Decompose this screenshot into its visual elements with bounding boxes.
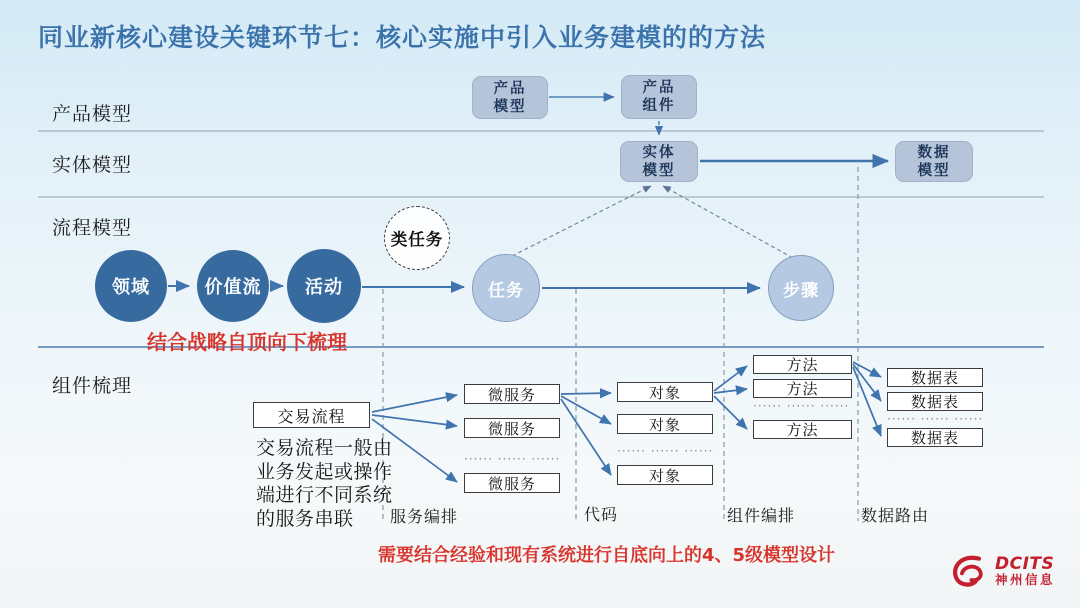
row-label-process-model: 流程模型 bbox=[52, 217, 133, 239]
box-object-3: 对象 bbox=[617, 465, 713, 485]
box-method-2: 方法 bbox=[753, 379, 852, 398]
dcits-logo-text bbox=[995, 553, 1056, 588]
box-product-component: 产品 组件 bbox=[621, 75, 697, 119]
circle-valuestream: 价值流 bbox=[197, 250, 269, 322]
box-datatable-1: 数据表 bbox=[887, 368, 983, 387]
circle-activity: 活动 bbox=[287, 249, 361, 323]
box-datatable-2: 数据表 bbox=[887, 392, 983, 411]
ellipsis-datatable: ······ ······ ······ bbox=[887, 412, 984, 426]
box-microservice-2: 微服务 bbox=[464, 418, 560, 438]
box-entity-model: 实体 模型 bbox=[620, 141, 698, 182]
footer-component-orchestration: 组件编排 bbox=[727, 506, 796, 525]
logo-company: 神州信息 bbox=[995, 572, 1056, 588]
ellipsis-method: ······ ······ ······ bbox=[753, 399, 850, 413]
ellipsis-microservice: ······ ······ ······ bbox=[464, 452, 561, 466]
circle-step: 步骤 bbox=[768, 255, 834, 321]
box-method-3: 方法 bbox=[753, 420, 852, 439]
box-product-model: 产品 模型 bbox=[472, 76, 548, 119]
note-bottom-up: 需要结合经验和现有系统进行自底向上的4、5级模型设计 bbox=[378, 545, 836, 566]
footer-code: 代码 bbox=[584, 505, 619, 524]
circle-task: 任务 bbox=[472, 254, 540, 322]
footer-data-routing: 数据路由 bbox=[861, 506, 930, 525]
slide-title: 同业新核心建设关键环节七：核心实施中引入业务建模的的方法 bbox=[38, 23, 767, 52]
ellipsis-object: ······ ······ ······ bbox=[617, 444, 714, 458]
trade-flow-description: 交易流程一般由 业务发起或操作 端进行不同系统 的服务串联 bbox=[256, 437, 393, 530]
note-top-down: 结合战略自顶向下梳理 bbox=[147, 330, 347, 354]
footer-service-orchestration: 服务编排 bbox=[390, 507, 459, 526]
box-data-model: 数据 模型 bbox=[895, 141, 973, 182]
row-label-entity-model: 实体模型 bbox=[52, 154, 133, 176]
box-microservice-1: 微服务 bbox=[464, 384, 560, 404]
circle-domain: 领域 bbox=[95, 250, 167, 322]
box-trade-flow: 交易流程 bbox=[253, 402, 370, 428]
box-datatable-3: 数据表 bbox=[887, 428, 983, 447]
model-flow-arrows bbox=[549, 97, 888, 161]
box-microservice-3: 微服务 bbox=[464, 473, 560, 493]
row-divider-lines bbox=[38, 131, 1044, 347]
box-method-1: 方法 bbox=[753, 355, 852, 374]
circle-class-task: 类任务 bbox=[384, 206, 450, 270]
dcits-swirl-icon bbox=[948, 552, 990, 590]
dcits-logo bbox=[948, 552, 1055, 590]
box-object-1: 对象 bbox=[617, 382, 713, 402]
row-label-product-model: 产品模型 bbox=[52, 103, 133, 125]
box-object-2: 对象 bbox=[617, 414, 713, 434]
row-label-component-sort: 组件梳理 bbox=[52, 375, 133, 397]
logo-brand: DCITS bbox=[995, 553, 1055, 574]
